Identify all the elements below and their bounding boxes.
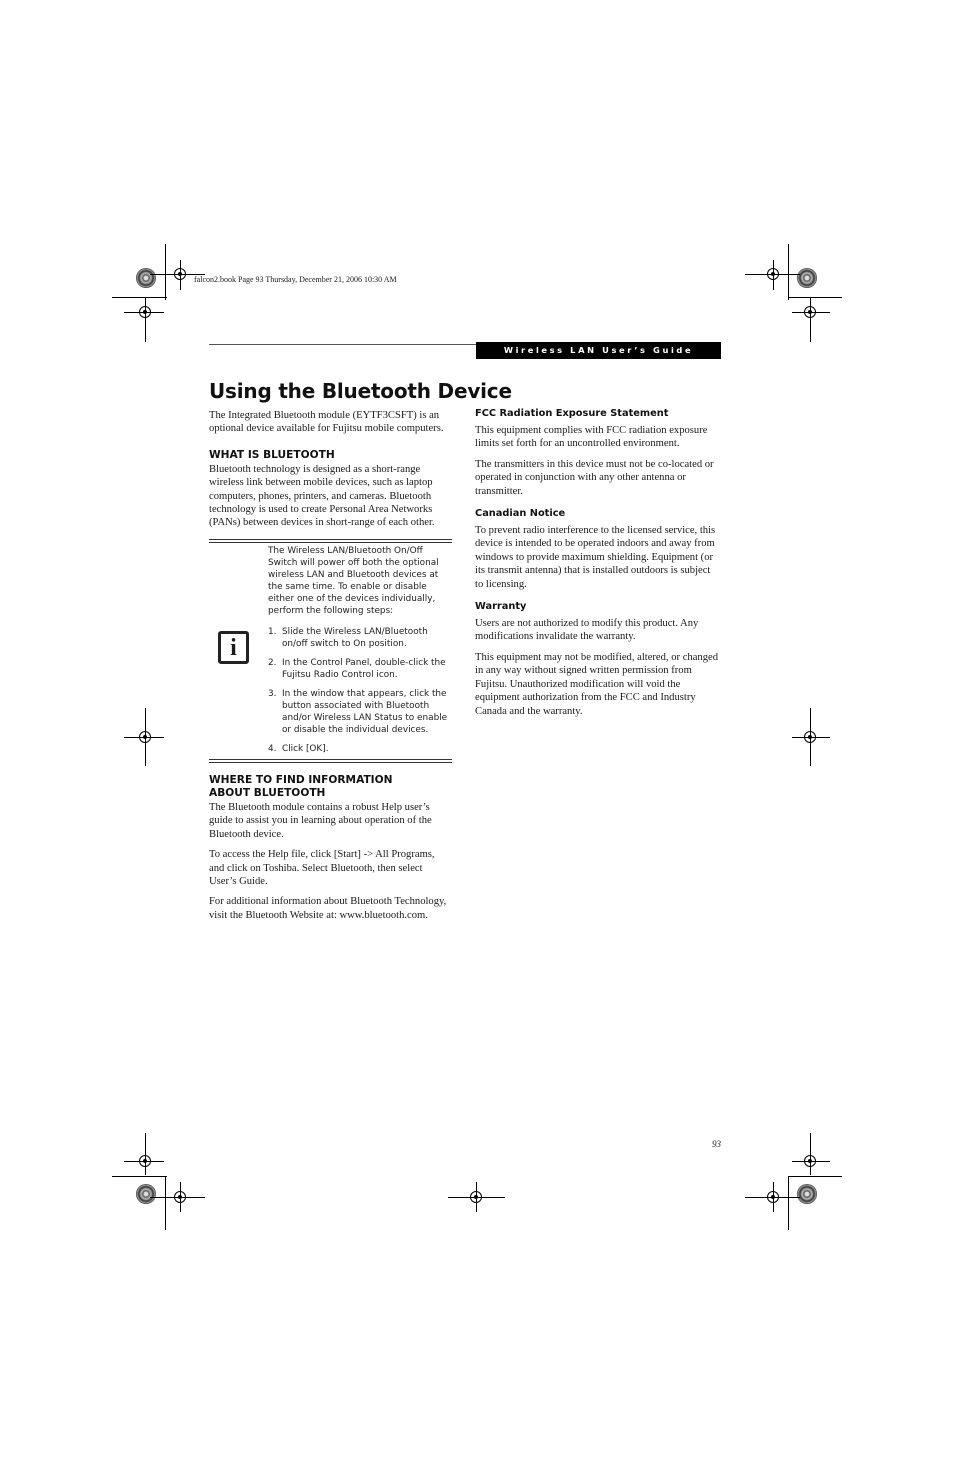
registration-disc-icon — [797, 268, 817, 288]
where-heading-line1: WHERE TO FIND INFORMATION — [209, 774, 393, 786]
right-column — [475, 408, 721, 725]
warranty-heading: Warranty — [475, 601, 527, 613]
crosshair-icon — [804, 306, 816, 318]
fcc-paragraph-2: The transmitters in this device must not be co-located or operated in conjunction with any other antenna or transmitter. — [475, 458, 714, 497]
intro-paragraph: The Integrated Bluetooth module (EYTF3CSFT) is an optional device available for Fujitsu mobile computers. — [209, 410, 444, 435]
info-icon: i — [218, 631, 249, 664]
where-paragraph-2: To access the Help file, click [Start] -> All Programs, and click on Toshiba. Select Bluetooth, then select User’s Guide. — [209, 849, 435, 888]
what-is-bluetooth-heading: WHAT IS BLUETOOTH — [209, 448, 335, 461]
what-is-bluetooth-paragraph: Bluetooth technology is designed as a short-range wireless link between mobile devices, such as laptop computers, phones, printers, and cameras. Bluetooth technology is used to create Personal Area Networks (PANs) between devices in short-range of each other. — [209, 463, 435, 529]
list-item: 1. Slide the Wireless LAN/Bluetooth on/off switch to On position. — [268, 626, 428, 649]
crosshair-icon — [139, 1155, 151, 1167]
crosshair-icon — [470, 1191, 482, 1203]
list-item: 2. In the Control Panel, double-click the Fujitsu Radio Control icon. — [268, 657, 446, 680]
crosshair-icon — [174, 1191, 186, 1203]
running-header: Wireless LAN User’s Guide — [476, 342, 721, 359]
note-content — [268, 545, 448, 762]
crosshair-icon — [174, 268, 186, 280]
canadian-paragraph: To prevent radio interference to the licensed service, this device is intended to be operated indoors and away from windows to provide maximum shielding. Equipment (or its transmit antenna) that is installed outdoors is subject to licensing. — [475, 525, 716, 590]
left-column — [209, 409, 452, 537]
warranty-paragraph-1: Users are not authorized to modify this product. Any modifications invalidate the warranty. — [475, 618, 699, 643]
fcc-paragraph-1: This equipment complies with FCC radiation exposure limits set forth for an uncontrolled environment. — [475, 425, 708, 450]
note-steps — [268, 626, 448, 756]
canadian-heading: Canadian Notice — [475, 508, 566, 520]
crosshair-icon — [804, 731, 816, 743]
where-paragraph-3: For additional information about Bluetooth Technology, visit the Bluetooth Website at: www.bluetooth.com. — [209, 896, 447, 921]
fcc-heading: FCC Radiation Exposure Statement — [475, 408, 669, 419]
crosshair-icon — [767, 268, 779, 280]
crosshair-icon — [139, 306, 151, 318]
registration-disc-icon — [797, 1184, 817, 1204]
crosshair-icon — [139, 731, 151, 743]
list-item: 3. In the window that appears, click the button associated with Bluetooth and/or Wireless LAN Status to enable or disable the individual devices. — [268, 688, 448, 736]
registration-disc-icon — [136, 1184, 156, 1204]
registration-disc-icon — [136, 268, 156, 288]
page-number: 93 — [712, 1139, 721, 1149]
warranty-paragraph-2: This equipment may not be modified, altered, or changed in any way without signed written permission from Fujitsu. Unauthorized modification will void the equipment authorization from the FCC and Industry Canada and the warranty. — [475, 651, 718, 717]
list-item: 4. Click [OK]. — [268, 744, 329, 755]
crosshair-icon — [804, 1155, 816, 1167]
crosshair-icon — [767, 1191, 779, 1203]
note-intro: The Wireless LAN/Bluetooth On/Off Switch will power off both the optional wireless LAN and Bluetooth devices at the same time. To enable or disable either one of the devices individually, perform the following steps: — [268, 546, 439, 617]
print-slug: falcon2.book Page 93 Thursday, December 21, 2006 10:30 AM — [194, 275, 397, 284]
page-title: Using the Bluetooth Device — [209, 379, 512, 403]
where-section — [209, 774, 452, 929]
where-paragraph-1: The Bluetooth module contains a robust Help user’s guide to assist you in learning about operation of the Bluetooth device. — [209, 802, 432, 840]
where-heading-line2: ABOUT BLUETOOTH — [209, 787, 326, 799]
note-box — [209, 539, 452, 763]
